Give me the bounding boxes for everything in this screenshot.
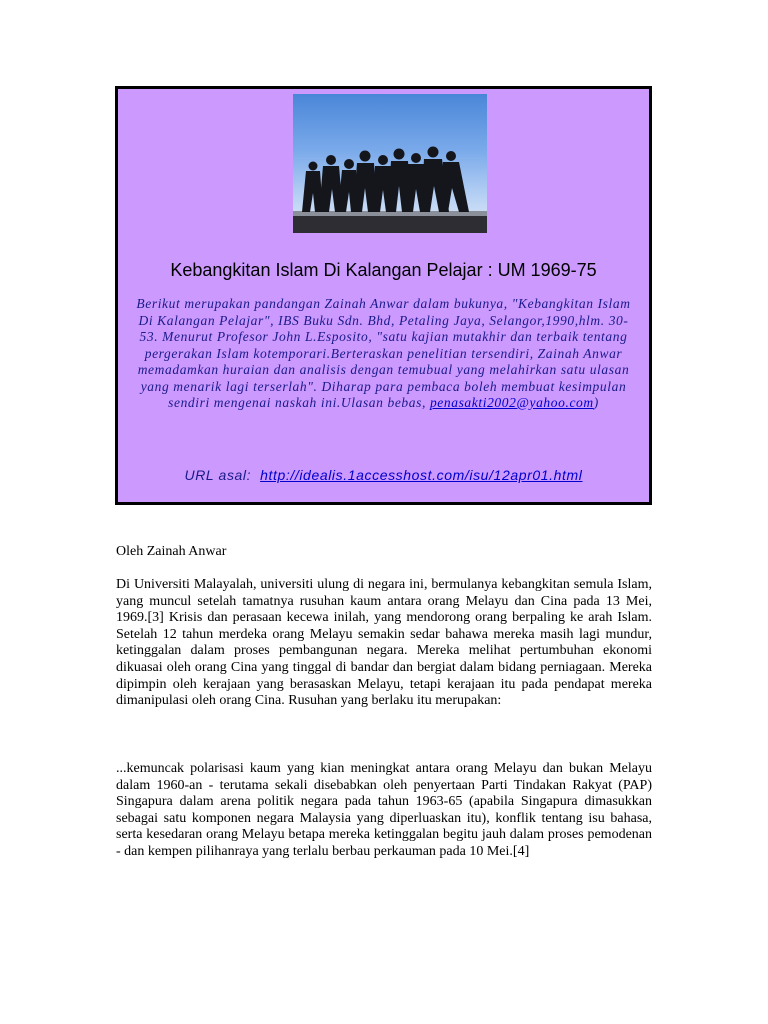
source-url-line	[118, 467, 649, 483]
intro-paragraph	[130, 296, 637, 412]
source-url-link[interactable]: http://idealis.1accesshost.com/isu/12apr01.html	[260, 467, 583, 483]
byline: Oleh Zainah Anwar	[116, 544, 227, 559]
url-label: URL asal:	[184, 467, 252, 483]
body-paragraph-1: Di Universiti Malayalah, universiti ulung di negara ini, bermulanya kebangkitan semula Islam, yang muncul setelah tamatnya rusuhan kaum antara orang Melayu dan Cina pada 13 Mei, 1969.[3] Krisis dan perasaan kecewa inilah, yang mendorong orang berpaling ke arah Islam. Setelah 12 tahun merdeka orang Melayu semakin sedar bahawa mereka masih lagi mundur, ketinggalan dalam proses pembangunan negara. Mereka melihat pertumbuhan ekonomi dikuasai oleh orang Cina yang tinggal di bandar dan bergiat dalam bidang perniagaan. Mereka dipimpin oleh kerajaan yang berasaskan Melayu, tetapi kerajaan itu pada pendapat mereka dimanipulasi oleh orang Cina. Rusuhan yang berlaku itu merupakan:	[116, 577, 652, 709]
intro-text: Berikut merupakan pandangan Zainah Anwar dalam bukunya, "Kebangkitan Islam Di Kalangan Pelajar", IBS Buku Sdn. Bhd, Petaling Jaya, Selangor,1990,hlm. 30-53. Menurut Profesor John L.Esposito, "satu kajian mutakhir dan terbaik tentang pergerakan Islam kotemporari.Berteraskan penelitian tersendiri, Zainah Anwar memadamkan huraian dan analisis dengan temubual yang melahirkan satu ulasan yang menarik lagi terserlah". Diharap para pembaca boleh membuat kesimpulan sendiri mengenai naskah ini.Ulasan bebas,	[136, 296, 631, 410]
intro-close: )	[593, 395, 599, 410]
group-photo-icon	[293, 94, 487, 233]
document-title: Kebangkitan Islam Di Kalangan Pelajar : UM 1969-75	[170, 260, 597, 280]
article-header-box	[115, 86, 652, 505]
body-paragraph-2: ...kemuncak polarisasi kaum yang kian meningkat antara orang Melayu dan bukan Melayu dalam 1960-an - terutama sekali disebabkan oleh penyertaan Parti Tindakan Rakyat (PAP) Singapura dalam arena politik negara pada tahun 1963-65 (apabila Singapura dimasukkan sebagai satu komponen negara Malaysia yang diperluaskan itu), konflik tentang isu bahasa, serta kesedaran orang Melayu betapa mereka ketinggalan begitu jauh dalam proses pemodenan - dan kempen pilihanraya yang terlalu berbau perkauman pada 10 Mei.[4]	[116, 761, 652, 859]
email-link[interactable]: penasakti2002@yahoo.com	[429, 395, 594, 410]
